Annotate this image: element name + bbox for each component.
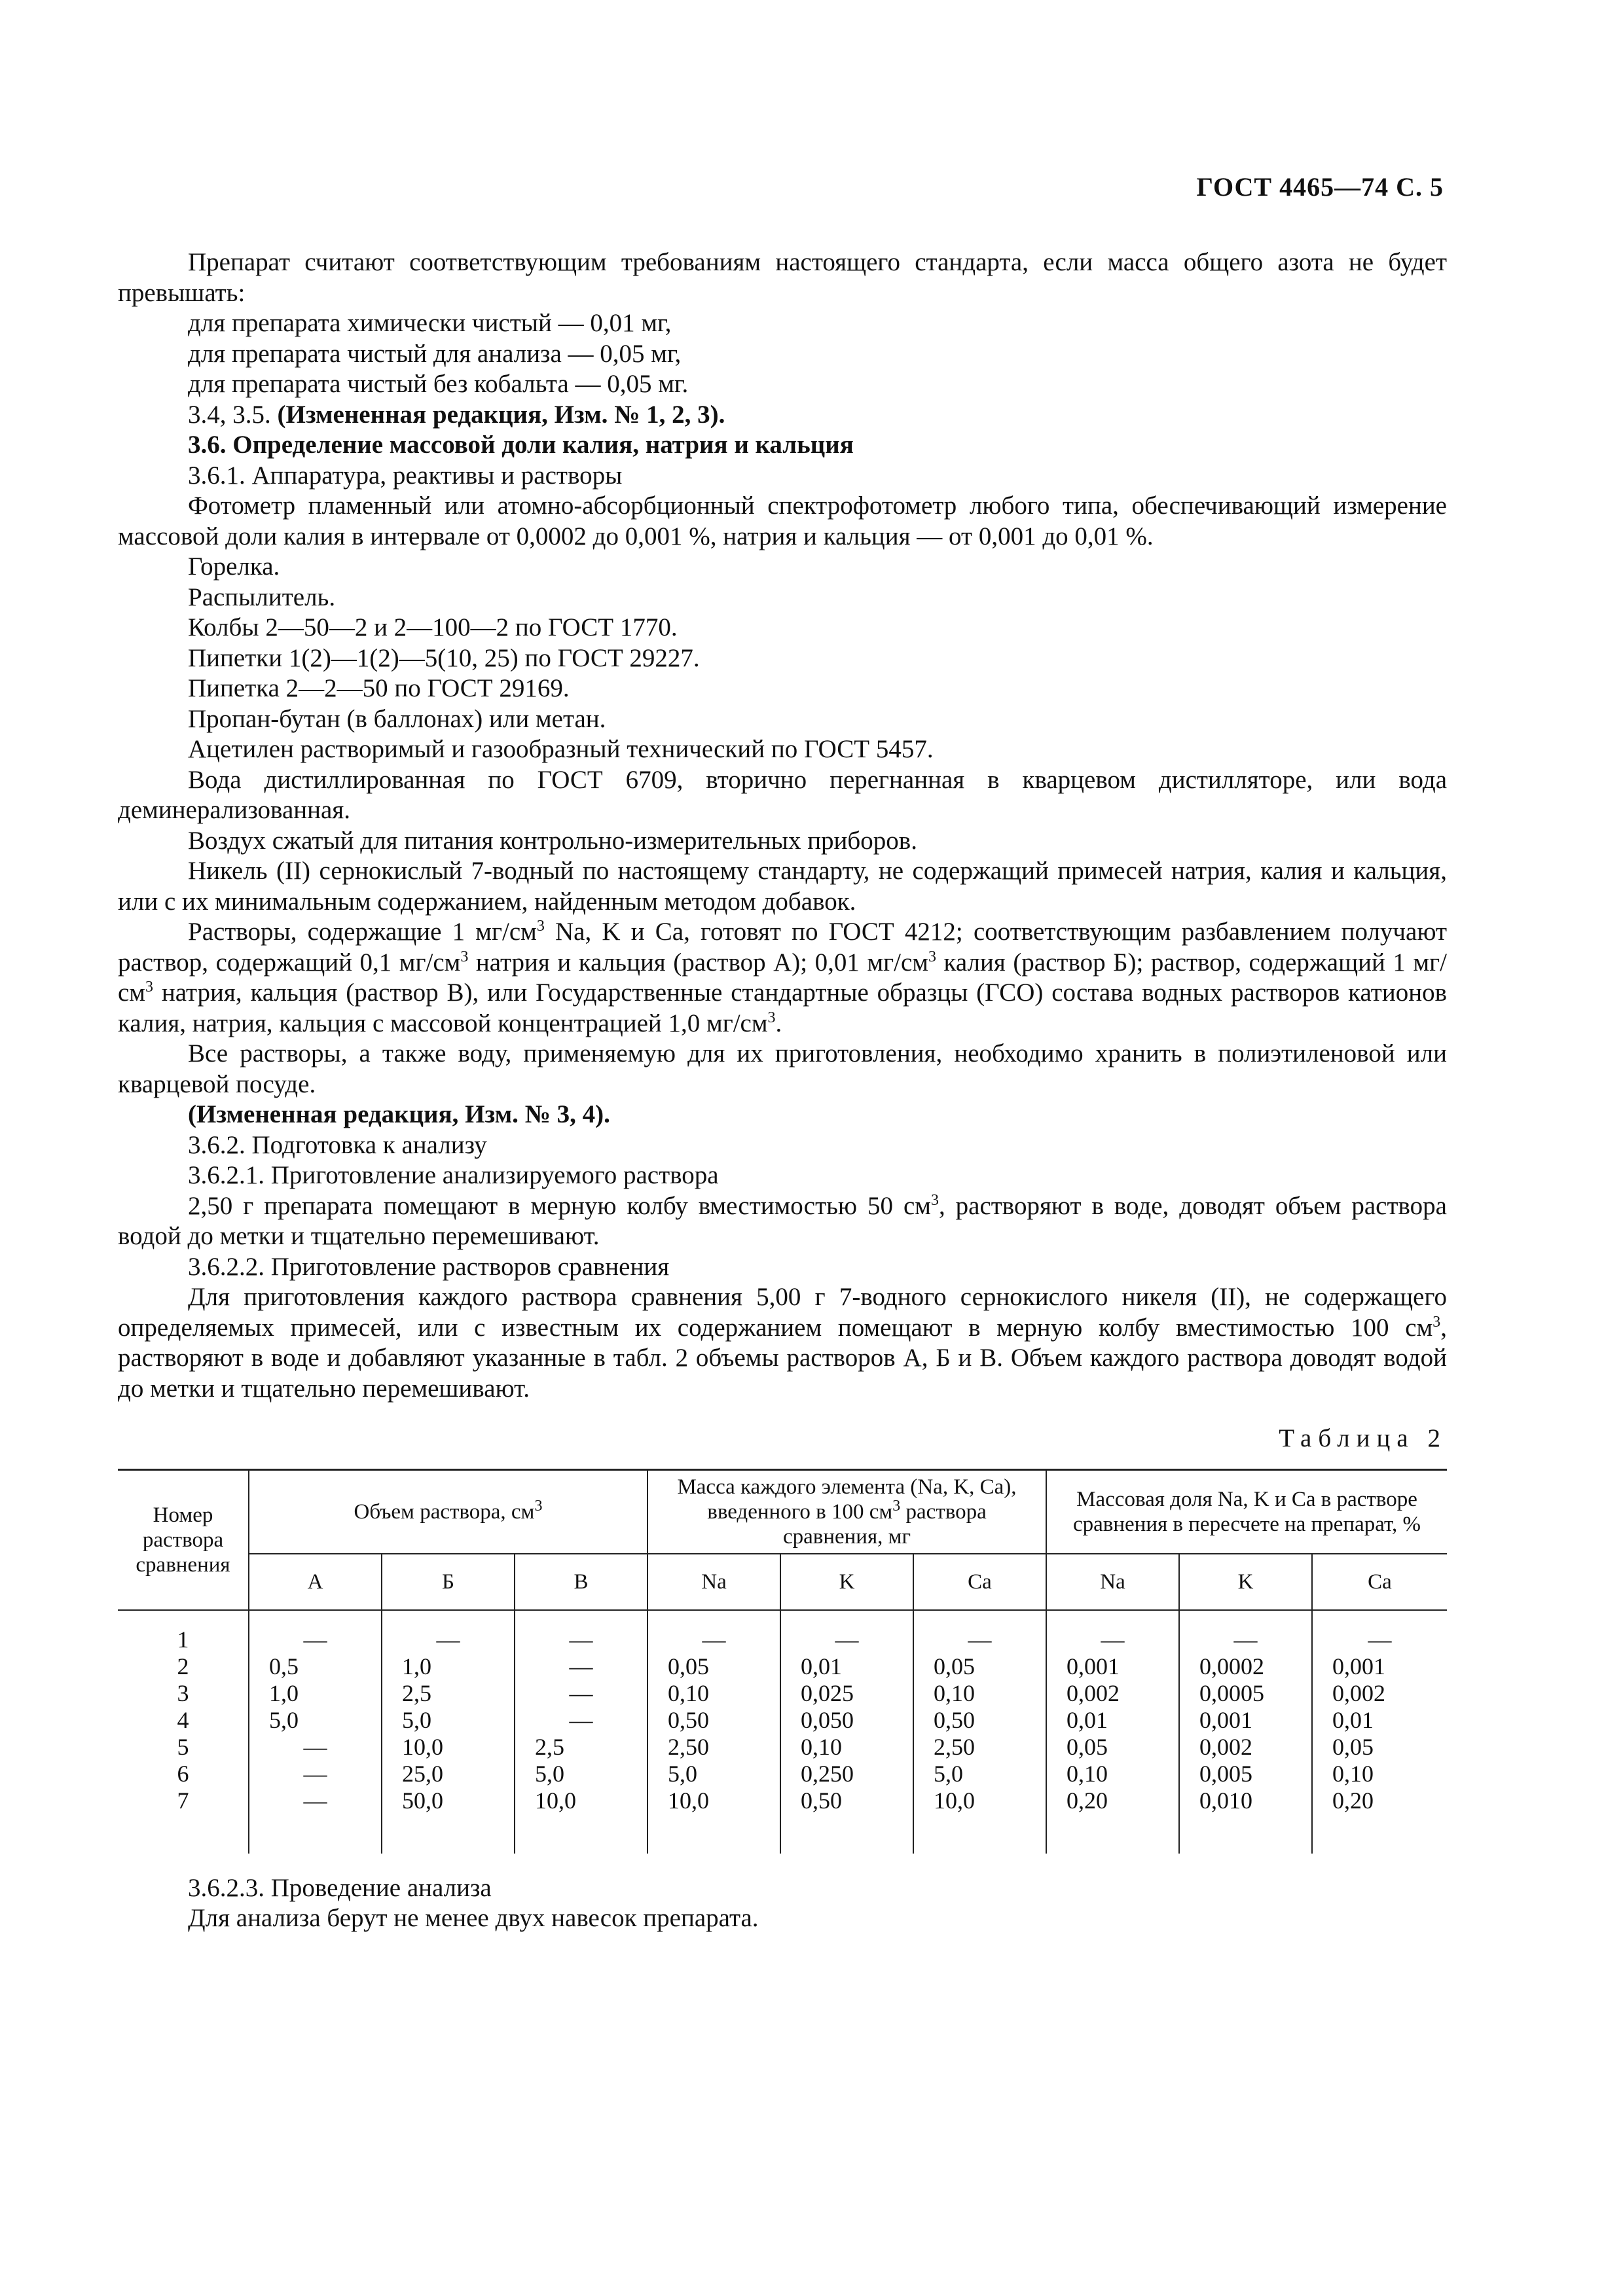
table-row [118,1680,1447,1707]
equipment-item: Горелка. [188,552,280,581]
table-cell: 0,002 [1312,1680,1447,1707]
table-cell: 25,0 [382,1761,515,1787]
text-span: калия (раствор Б); раствор, содержащий 1 мг/см [118,948,1447,1007]
table-cell: 0,10 [647,1680,780,1707]
table-cell: 5,0 [515,1761,647,1787]
paragraph-final: Для анализа берут не менее двух навесок препарата. [188,1904,759,1932]
table-cell: 0,10 [1312,1761,1447,1787]
table-cell: 0,50 [913,1707,1046,1734]
table-cell: 0,01 [780,1653,913,1680]
table-cell: 5,0 [647,1761,780,1787]
table-caption: Таблица 2 [1279,1424,1447,1452]
table-cell: 0,01 [1046,1707,1179,1734]
table-cell: 2,5 [515,1734,647,1761]
text-span: , растворяют в воде и добавляют указанные в табл. 2 объемы растворов А, Б и В. Объем каждого раствора доводят водой до метки и тщательно перемешивают. [118,1313,1447,1403]
subheader-cell: Ca [913,1554,1046,1610]
table-cell: 10,0 [647,1787,780,1854]
table-cell: — [249,1610,382,1653]
row-number-cell: 7 [177,1787,189,1814]
table-subheader-row [118,1554,1447,1610]
list-item: для препарата чистый для анализа — 0,05 мг, [188,339,682,368]
table-row [118,1653,1447,1680]
subheader-cell: А [249,1554,382,1610]
row-number-cell: 2 [177,1653,189,1679]
paragraph-solutions [118,917,1447,1039]
header-mass-fraction: Массовая доля Na, K и Ca в растворе сравнения в пересчете на препарат, % [1046,1469,1447,1554]
equipment-item: Распылитель. [188,583,336,611]
text-span: Растворы, содержащие 1 мг/см [188,918,537,946]
paragraph-air: Воздух сжатый для питания контрольно-измерительных приборов. [188,826,917,855]
paragraph-nitrogen: Препарат считают соответствующим требованиям настоящего стандарта, если масса общего азота не будет превышать: [118,248,1447,307]
page-header: ГОСТ 4465—74 С. 5 [1196,172,1444,202]
table-cell: 5,0 [913,1761,1046,1787]
paragraph-water: Вода дистиллированная по ГОСТ 6709, вторично перегнанная в кварцевом дистилляторе, или вода деминерализованная. [118,765,1447,824]
table-cell: 0,5 [249,1653,382,1680]
text-span: Na, K и Ca, готовят по ГОСТ 4212; соответствующим разбавлением получают раствор, содержащий 0,1 мг/см [118,918,1448,977]
table-cell: 10,0 [382,1734,515,1761]
table-row [118,1761,1447,1787]
paragraph-prep-reference [118,1282,1447,1404]
equipment-item: Пипетки 1(2)—1(2)—5(10, 25) по ГОСТ 29227. [188,643,700,672]
table-cell: 1,0 [249,1680,382,1707]
text-span: натрия и кальция (раствор А); 0,01 мг/см [468,948,928,977]
table-cell: 0,01 [1312,1707,1447,1734]
row-number-cell: 3 [177,1679,189,1706]
superscript: 3 [536,918,545,935]
subheader-cell: K [1179,1554,1312,1610]
section-heading-3-6-2-3: 3.6.2.3. Проведение анализа [188,1873,492,1902]
amendment-note-34: (Измененная редакция, Изм. № 3, 4). [188,1100,610,1128]
section-heading-3-6-1: 3.6.1. Аппаратура, реактивы и растворы [188,461,623,490]
table-cell: — [249,1787,382,1854]
superscript: 3 [145,978,153,996]
superscript: 3 [534,1497,543,1515]
table-cell: 0,05 [1312,1734,1447,1761]
table-cell: 2,5 [382,1680,515,1707]
row-number-cell: 4 [177,1706,189,1733]
table-cell: 2,50 [913,1734,1046,1761]
table-cell: 0,10 [1046,1761,1179,1787]
table-cell: — [515,1707,647,1734]
row-number-cell: 5 [177,1733,189,1760]
document-body [118,247,1447,1934]
table-cell: 2,50 [647,1734,780,1761]
header-text: раствора сравнения, мг [782,1499,987,1549]
table-row [118,1610,1447,1653]
table-cell: 0,005 [1179,1761,1312,1787]
paragraph-storage: Все растворы, а также воду, применяемую для их приготовления, необходимо хранить в полиэтиленовой или кварцевой посуде. [118,1039,1447,1098]
paragraph-prep-sample [118,1191,1447,1252]
table-cell: 0,002 [1046,1680,1179,1707]
superscript: 3 [460,948,469,965]
paragraph-photometer: Фотометр пламенный или атомно-абсорбционный спектрофотометр любого типа, обеспечивающий измерение массовой доли калия в интервале от 0,0002 до 0,001 %, натрия и кальция — от 0,001 до 0,01 %. [118,492,1447,550]
equipment-item: Колбы 2—50—2 и 2—100—2 по ГОСТ 1770. [188,613,678,641]
table-cell: — [515,1653,647,1680]
section-heading-3-6-2-2: 3.6.2.2. Приготовление растворов сравнения [188,1252,670,1281]
table-cell: 0,025 [780,1680,913,1707]
superscript: 3 [892,1497,901,1515]
table-cell: — [647,1610,780,1653]
header-volume [249,1469,647,1554]
table-cell: 0,50 [780,1787,913,1854]
row-number-cell: 6 [177,1760,189,1787]
subheader-cell: Na [647,1554,780,1610]
section-heading-3-6: 3.6. Определение массовой доли калия, натрия и кальция [188,431,854,459]
table-body [118,1610,1447,1854]
table-cell: 0,0002 [1179,1653,1312,1680]
reference-solutions-table [118,1469,1447,1854]
list-item: для препарата чистый без кобальта — 0,05 мг. [188,370,689,398]
equipment-item: Ацетилен растворимый и газообразный технический по ГОСТ 5457. [188,735,934,763]
subheader-cell: Б [382,1554,515,1610]
table-cell: 0,05 [647,1653,780,1680]
equipment-item: Пипетка 2—2—50 по ГОСТ 29169. [188,674,570,702]
table-cell: — [1179,1610,1312,1653]
table-cell: 0,050 [780,1707,913,1734]
table-cell: 50,0 [382,1787,515,1854]
section-heading-3-6-2: 3.6.2. Подготовка к анализу [188,1130,487,1159]
header-mass [647,1469,1046,1554]
table-cell: 0,10 [913,1680,1046,1707]
text-span: Для приготовления каждого раствора сравнения 5,00 г 7-водного сернокислого никеля (II), не содержащего определяемых примесей, или с известным их содержанием помещают в мерную колбу вместимостью 100 см [118,1283,1447,1342]
table-cell: 10,0 [913,1787,1046,1854]
text-span: натрия, кальция (раствор В), или Государственные стандартные образцы (ГСО) состава водных растворов катионов калия, натрия, кальция с массовой концентрацией 1,0 мг/см [118,978,1447,1037]
table-cell: 0,250 [780,1761,913,1787]
amendment-note-345 [118,400,1447,431]
table-cell: — [780,1610,913,1653]
table-cell: — [249,1734,382,1761]
subheader-cell: K [780,1554,913,1610]
text-span: 2,50 г препарата помещают в мерную колбу вместимостью 50 см [188,1191,931,1220]
superscript: 3 [767,1009,776,1026]
table-cell: 0,05 [913,1653,1046,1680]
table-row [118,1707,1447,1734]
superscript: 3 [930,1191,939,1209]
table-cell: 1,0 [382,1653,515,1680]
table-cell: 0,20 [1312,1787,1447,1854]
header-text: Объем раствора, см [354,1499,535,1524]
table-cell: 0,50 [647,1707,780,1734]
table-cell: — [1046,1610,1179,1653]
table-cell: 0,0005 [1179,1680,1312,1707]
superscript: 3 [1432,1313,1441,1331]
table-cell: 0,002 [1179,1734,1312,1761]
ref-bold: (Измененная редакция, Изм. № 1, 2, 3). [277,400,725,429]
equipment-item: Пропан-бутан (в баллонах) или метан. [188,704,606,733]
table-cell: 0,001 [1046,1653,1179,1680]
table-cell: 5,0 [382,1707,515,1734]
list-item: для препарата химически чистый — 0,01 мг, [188,309,672,337]
ref-prefix: 3.4, 3.5. [188,400,278,429]
text-span: . [775,1009,782,1037]
row-number-cell: 1 [177,1626,189,1653]
table-cell: — [382,1610,515,1653]
text-span: , растворяют в воде, доводят объем раствора водой до метки и тщательно перемешивают. [118,1191,1447,1250]
table-cell: — [913,1610,1046,1653]
table-row [118,1787,1447,1854]
table-cell: 0,001 [1179,1707,1312,1734]
header-text: Масса каждого элемента (Na, K, Ca), введенного в 100 см [677,1475,1017,1524]
subheader-cell: В [515,1554,647,1610]
table-cell: 10,0 [515,1787,647,1854]
superscript: 3 [928,948,936,965]
table-row [118,1734,1447,1761]
table-cell: — [515,1610,647,1653]
header-solution-number: Номер раствора сравнения [118,1469,249,1610]
table-header-row [118,1469,1447,1554]
table-cell: 0,001 [1312,1653,1447,1680]
table-cell: — [249,1761,382,1787]
table-cell: — [1312,1610,1447,1653]
paragraph-nickel: Никель (II) сернокислый 7-водный по настоящему стандарту, не содержащий примесей натрия, калия и кальция, или с их минимальным содержанием, найденным методом добавок. [118,857,1447,916]
table-cell: 0,010 [1179,1787,1312,1854]
table-cell: 5,0 [249,1707,382,1734]
section-heading-3-6-2-1: 3.6.2.1. Приготовление анализируемого раствора [188,1161,719,1189]
table-cell: — [515,1680,647,1707]
subheader-cell: Na [1046,1554,1179,1610]
table-cell: 0,05 [1046,1734,1179,1761]
table-cell: 0,20 [1046,1787,1179,1854]
subheader-cell: Ca [1312,1554,1447,1610]
table-cell: 0,10 [780,1734,913,1761]
